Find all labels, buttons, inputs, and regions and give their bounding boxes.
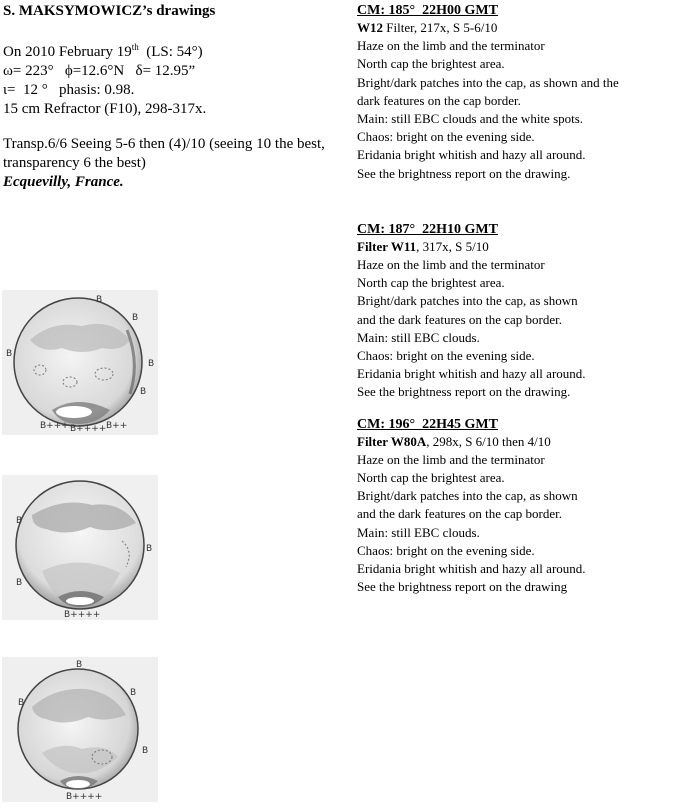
note-line: See the brightness report on the drawing. <box>357 165 571 181</box>
note-line: See the brightness report on the drawing <box>357 579 568 595</box>
brightness-label: B++++ <box>66 792 103 802</box>
observation-title: CM: 187° 22H10 GMT <box>357 221 498 237</box>
note-line: Chaos: bright on the evening side. <box>357 542 535 558</box>
note-line: Chaos: bright on the evening side. <box>357 348 535 364</box>
note-line: Eridania bright whitish and hazy all around. <box>357 366 586 382</box>
note-line: North cap the brightest area. <box>357 275 505 291</box>
note-line: See the brightness report on the drawing. <box>357 384 571 400</box>
note-line: Eridania bright whitish and hazy all around. <box>357 561 586 577</box>
observation-block-2 <box>357 221 677 402</box>
location: Ecquevilly, France. <box>3 174 124 190</box>
note-line: North cap the brightest area. <box>357 470 505 486</box>
note-line: and the dark features on the cap border. <box>357 311 563 327</box>
note-line: Haze on the limb and the terminator <box>357 38 545 54</box>
note-line: Haze on the limb and the terminator <box>357 451 545 467</box>
observation-title: CM: 196° 22H45 GMT <box>357 416 498 432</box>
polar-cap <box>66 780 90 788</box>
note-line: Main: still EBC clouds and the white spots. <box>357 111 584 127</box>
seeing-conditions: Transp.6/6 Seeing 5-6 then (4)/10 (seeing 10 the best, transparency 6 the best) <box>3 136 325 171</box>
brightness-label: B++++ <box>70 424 107 434</box>
note-line: Bright/dark patches into the cap, as shown <box>357 488 578 504</box>
brightness-label: B <box>16 516 23 526</box>
note-line: and the dark features on the cap border. <box>357 506 563 522</box>
observation-block-1 <box>357 2 677 183</box>
note-line: dark features on the cap border. <box>357 92 521 108</box>
note-line: Main: still EBC clouds. <box>357 524 480 540</box>
mars-drawing-3 <box>2 657 158 802</box>
note-line: North cap the brightest area. <box>357 56 505 72</box>
note-line: Main: still EBC clouds. <box>357 329 480 345</box>
brightness-label: B <box>148 359 155 369</box>
iota-line: ι= 12 ° phasis: 0.98. <box>3 82 135 98</box>
brightness-label: B <box>6 349 13 359</box>
brightness-label: B <box>146 544 153 554</box>
brightness-label: B <box>76 660 83 670</box>
document-title: S. MAKSYMOWICZ’s drawings <box>3 3 216 19</box>
filter-line: Filter W80A, 298x, S 6/10 then 4/10 <box>357 433 551 449</box>
note-line: Chaos: bright on the evening side. <box>357 129 535 145</box>
brightness-label: B <box>132 313 139 323</box>
brightness-label: B <box>96 295 103 305</box>
observation-notes <box>357 2 677 596</box>
note-line: Haze on the limb and the terminator <box>357 257 545 273</box>
brightness-label: B <box>130 688 137 698</box>
mars-drawing-1 <box>2 290 158 435</box>
note-line: Bright/dark patches into the cap, as shown and the <box>357 74 619 90</box>
date-line: On 2010 February 19th (LS: 54°) <box>3 42 203 60</box>
filter-line: Filter W11, 317x, S 5/10 <box>357 238 489 254</box>
brightness-label: B+++ <box>40 421 69 431</box>
brightness-label: B++ <box>106 421 128 431</box>
brightness-label: B <box>18 698 25 708</box>
brightness-label: B <box>142 746 149 756</box>
mars-drawing-2 <box>2 475 158 620</box>
observation-title: CM: 185° 22H00 GMT <box>357 3 498 18</box>
observation-block-3 <box>357 416 677 597</box>
brightness-label: B <box>16 578 23 588</box>
omega-line: ω= 223° ϕ=12.6°N δ= 12.95” <box>3 63 196 79</box>
polar-cap <box>66 597 94 605</box>
instrument-line: 15 cm Refractor (F10), 298-317x. <box>3 101 207 117</box>
filter-line: W12 Filter, 217x, S 5-6/10 <box>357 20 498 35</box>
note-line: Eridania bright whitish and hazy all around. <box>357 147 586 163</box>
brightness-label: B <box>140 387 147 397</box>
polar-cap <box>56 406 92 418</box>
brightness-label: B++++ <box>64 610 101 620</box>
observation-header <box>3 3 333 192</box>
note-line: Bright/dark patches into the cap, as shown <box>357 293 578 309</box>
